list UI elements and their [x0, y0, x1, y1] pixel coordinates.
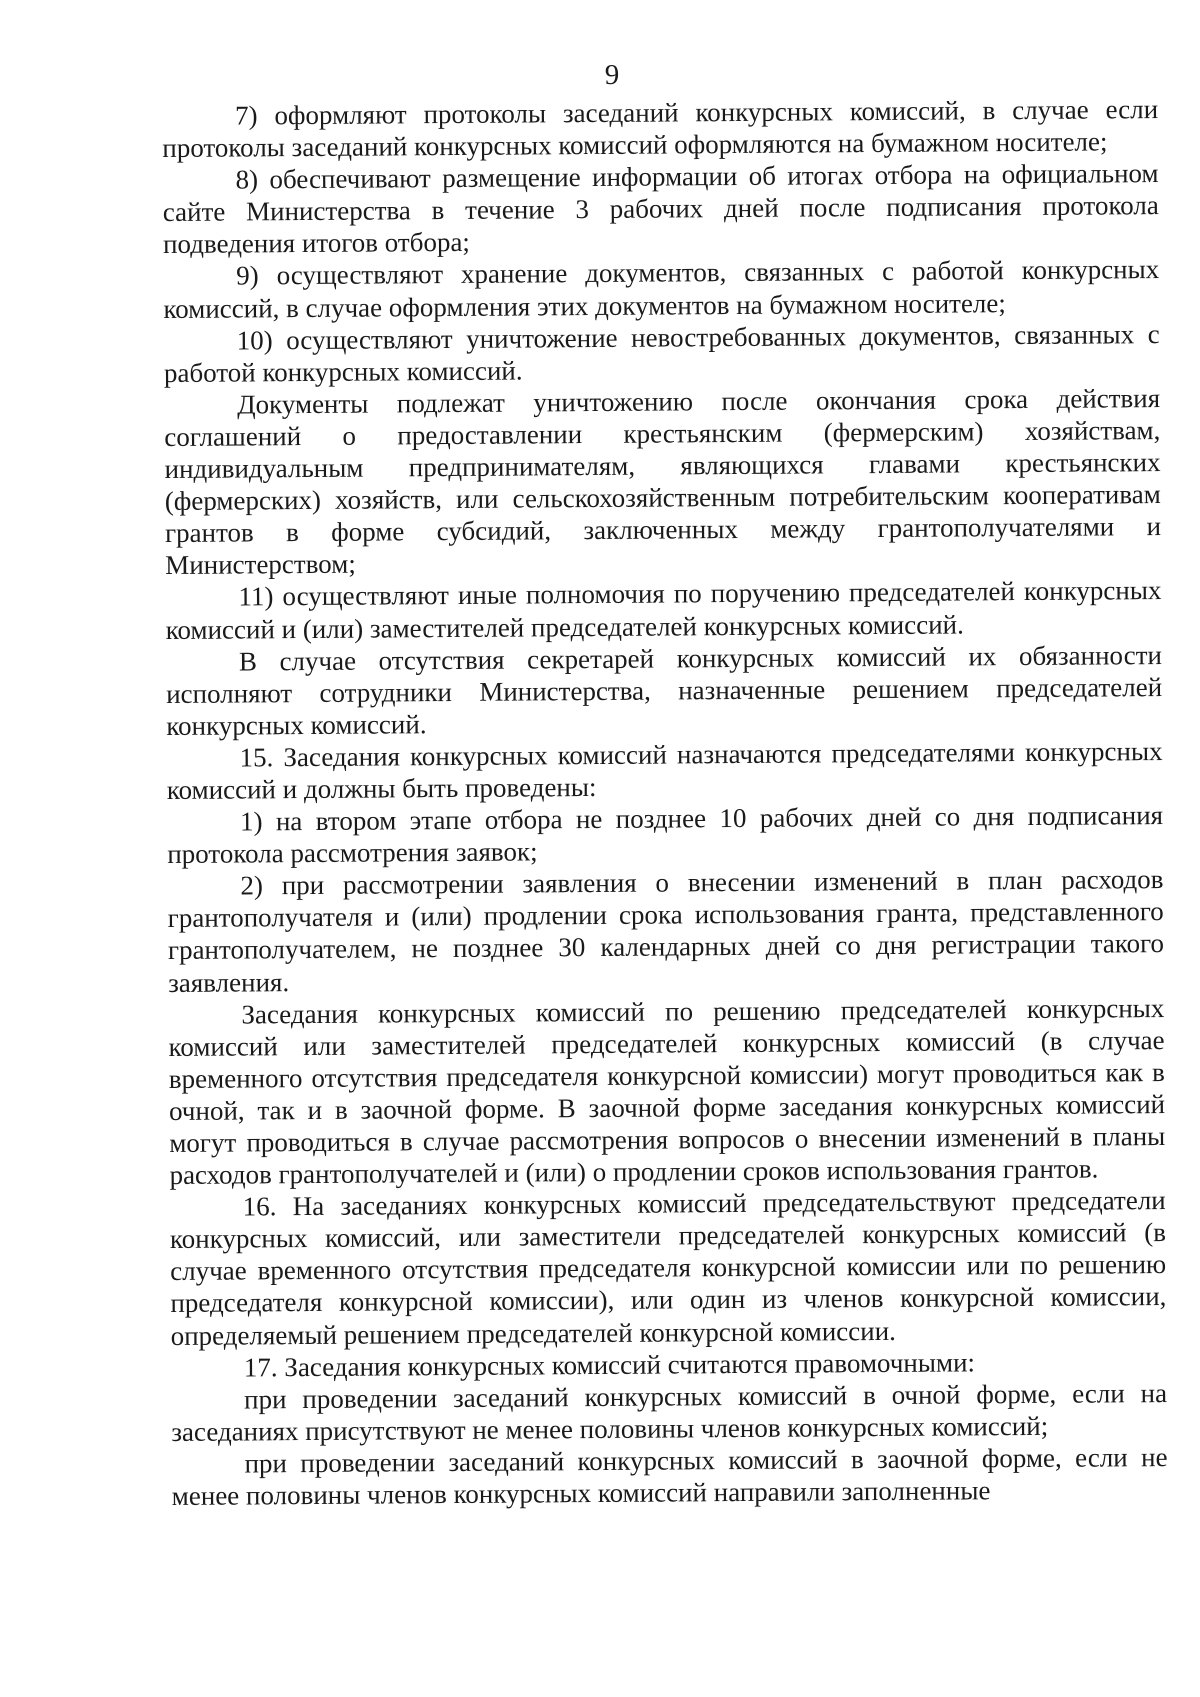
- paragraph-section-15-item-2: 2) при рассмотрении заявления о внесении изменений в план расходов грантополучателя и (или) продлении срока использования гранта, представленного грантополучателем, не позднее 30 календарных дней со дня регистрации такого заявления.: [167, 864, 1165, 998]
- paragraph-item-8: 8) обеспечивают размещение информации об итогах отбора на официальном сайте Министерства в течение 3 рабочих дней после подписания протокола подведения итогов отбора;: [162, 158, 1159, 260]
- paragraph-documents-destruction: Документы подлежат уничтожению после окончания срока действия соглашений о предоставлении крестьянским (фермерским) хозяйствам, индивидуальным предпринимателям, являющихся главами крестьянских (фермерских) хозяйств, или сельскохозяйственным потребительским кооперативам грантов в форме субсидий, заключенных между грантополучателями и Министерством;: [164, 382, 1162, 581]
- paragraph-secretary-absence: В случае отсутствия секретарей конкурсных комиссий их обязанности исполняют сотрудники Министерства, назначенные решением председателей конкурсных комиссий.: [166, 639, 1163, 741]
- paragraph-section-17: 17. Заседания конкурсных комиссий считаются правомочными:: [243, 1347, 976, 1383]
- paragraph-item-9: 9) осуществляют хранение документов, связанных с работой конкурсных комиссий, в случае оформления этих документов на бумажном носителе;: [163, 254, 1160, 324]
- paragraph-item-11: 11) осуществляют иные полномочия по поручению председателей конкурсных комиссий и (или) заместителей председателей конкурсных комиссий.: [165, 575, 1162, 645]
- paragraph-section-16: 16. На заседаниях конкурсных комиссий председательствуют председатели конкурсных комиссий, или заместители председателей конкурсных комиссий (в случае временного отсутствия председателя конкурсной комиссии или по решению председателя конкурсной комиссии), или один из членов конкурсной комиссии, определяемый решением председателей конкурсной комиссии.: [169, 1185, 1167, 1351]
- page-number: 9: [604, 59, 620, 91]
- paragraph-section-15: 15. Заседания конкурсных комиссий назначаются председателями конкурсных комиссий и должны быть проведены:: [166, 735, 1163, 805]
- paragraph-in-person-quorum: при проведении заседаний конкурсных комиссий в очной форме, если на заседаниях присутствуют не менее половины членов конкурсных комиссий;: [171, 1377, 1168, 1447]
- paragraph-item-7: 7) оформляют протоколы заседаний конкурсных комиссий, в случае если протоколы заседаний конкурсных комиссий оформляются на бумажном носителе;: [162, 94, 1159, 164]
- paragraph-absentee-quorum: при проведении заседаний конкурсных комиссий в заочной форме, если не менее половины членов конкурсных комиссий направили заполненные: [171, 1441, 1168, 1511]
- paragraph-meeting-form: Заседания конкурсных комиссий по решению председателей конкурсных комиссий или заместителей председателей конкурсных комиссий (в случае временного отсутствия председателя конкурсной комиссии) могут проводиться как в очной, так и в заочной форме. В заочной форме заседания конкурсных комиссий могут проводиться в случае рассмотрения вопросов о внесении изменений в планы расходов грантополучателей и (или) о продлении сроков использования грантов.: [168, 992, 1166, 1191]
- paragraph-item-10: 10) осуществляют уничтожение невостребованных документов, связанных с работой конкурсных комиссий.: [163, 318, 1160, 388]
- paragraph-section-15-item-1: 1) на втором этапе отбора не позднее 10 рабочих дней со дня подписания протокола рассмотрения заявок;: [167, 800, 1164, 870]
- document-body: [162, 93, 1168, 1512]
